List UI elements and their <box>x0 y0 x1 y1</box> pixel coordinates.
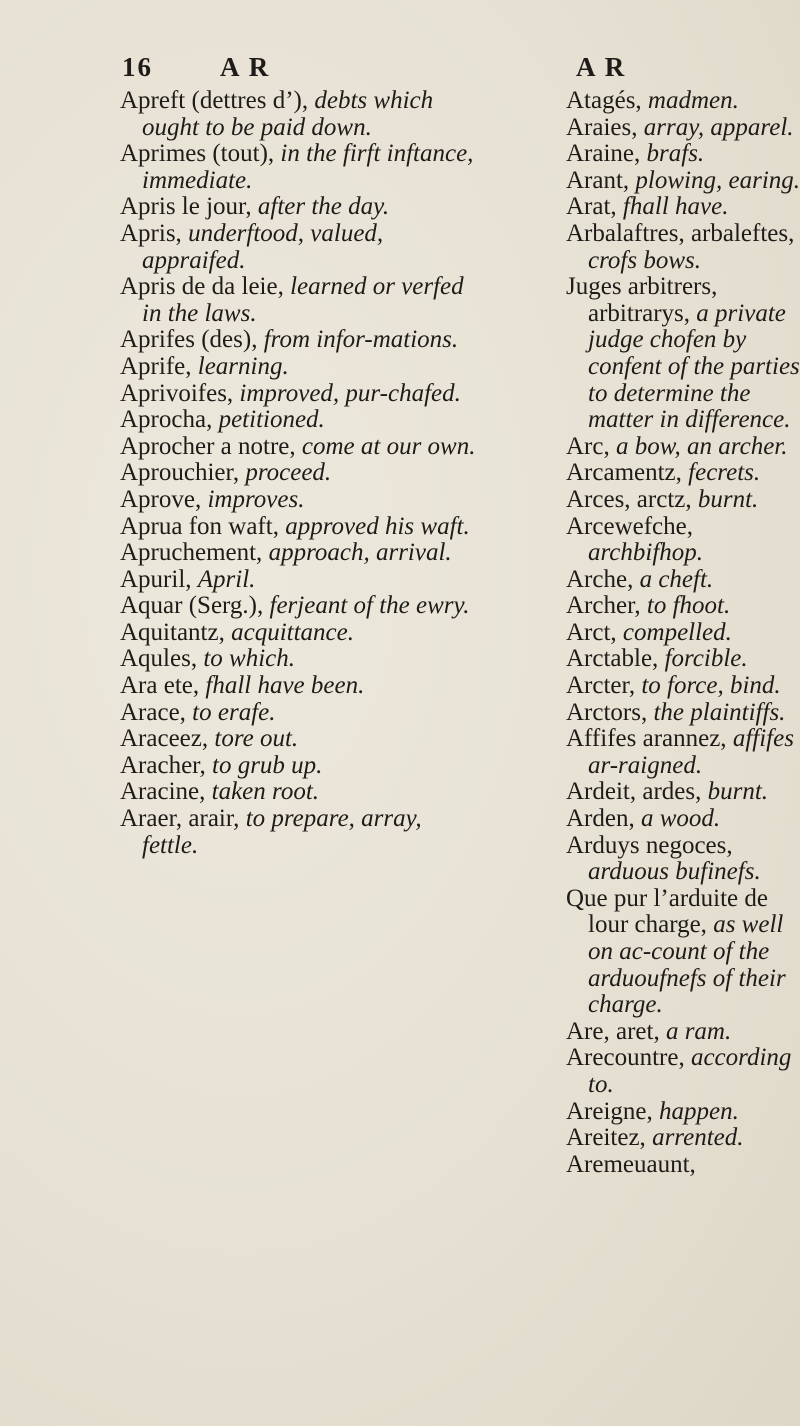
entry-headword: Que pur l’arduite de lour charge, <box>566 884 769 939</box>
entry-definition: the plaintiffs. <box>653 698 786 726</box>
dictionary-entry <box>120 407 480 434</box>
entry-headword: Aprivoifes, <box>120 379 240 407</box>
entry-definition: to fhoot. <box>646 592 731 620</box>
entry-headword: Aprocher a notre, <box>120 432 302 460</box>
dictionary-entry <box>566 194 800 221</box>
dictionary-entry <box>120 194 480 221</box>
entry-headword: Arctors, <box>566 698 654 726</box>
dictionary-entry <box>566 221 800 274</box>
entry-headword: Ardeit, ardes, <box>566 778 708 806</box>
dictionary-entry <box>566 833 800 886</box>
running-head-left: A R <box>220 52 271 82</box>
entry-headword: Arctable, <box>566 645 665 673</box>
entry-definition: to grub up. <box>212 751 323 779</box>
entry-definition: archbifhop. <box>588 539 704 567</box>
entry-definition: burnt. <box>707 778 769 806</box>
dictionary-entry <box>566 487 800 514</box>
dictionary-entry <box>120 141 480 194</box>
entry-headword: Aquar (Serg.), <box>120 592 270 620</box>
dictionary-entry <box>120 221 480 274</box>
entry-headword: Aprocha, <box>120 406 219 434</box>
entry-definition: to prepare, array, fettle. <box>142 805 422 859</box>
dictionary-entry <box>120 460 480 487</box>
dictionary-entry <box>120 327 480 354</box>
entry-definition: as well on ac-count of the arduoufnefs of their charge. <box>588 911 786 1019</box>
entry-headword: Apreft (dettres d’), <box>120 87 315 114</box>
entry-definition: forcible. <box>664 645 748 673</box>
entry-definition: approach, arrival. <box>268 539 452 567</box>
entry-definition: learned or verfed in the laws. <box>142 273 464 327</box>
entry-definition: proceed. <box>245 459 332 487</box>
dictionary-entry <box>566 593 800 620</box>
dictionary-entry <box>566 1045 800 1098</box>
entry-headword: Apris, <box>120 219 189 247</box>
right-column <box>566 88 800 1178</box>
entry-definition: ferjeant of the ewry. <box>269 592 470 620</box>
dictionary-entry <box>566 115 800 142</box>
dictionary-entry <box>566 514 800 567</box>
entry-headword: Araine, <box>566 140 647 168</box>
entry-headword: Araceez, <box>120 725 215 753</box>
entry-headword: Affifes arannez, <box>566 725 733 753</box>
dictionary-entry <box>120 646 480 673</box>
dictionary-entry <box>566 779 800 806</box>
entry-definition: tore out. <box>214 725 299 753</box>
entry-headword: Apuril, <box>120 565 198 593</box>
dictionary-entry <box>120 381 480 408</box>
entry-definition: from infor-mations. <box>263 326 459 354</box>
dictionary-entry <box>120 726 480 753</box>
dictionary-entry <box>566 88 800 115</box>
entry-definition: according to. <box>588 1044 792 1098</box>
entry-definition: arduous bufinefs. <box>588 858 761 886</box>
entry-definition: to which. <box>203 645 295 673</box>
entry-headword: Juges arbitrers, arbitrarys, <box>566 273 718 327</box>
entry-definition: a bow, an archer. <box>615 432 788 460</box>
dictionary-entry <box>120 487 480 514</box>
dictionary-entry <box>120 620 480 647</box>
entry-headword: Arduys negoces, <box>566 831 733 859</box>
dictionary-entry <box>566 726 800 779</box>
entry-definition: petitioned. <box>218 406 325 434</box>
dictionary-entry <box>566 1125 800 1152</box>
dictionary-entry <box>120 434 480 461</box>
entry-definition: plowing, earing. <box>635 166 800 194</box>
dictionary-entry <box>566 1019 800 1046</box>
entry-headword: Aqules, <box>120 645 204 673</box>
dictionary-entry <box>566 274 800 434</box>
entry-headword: Arden, <box>566 805 641 833</box>
entry-headword: Aremeuaunt, <box>566 1150 696 1178</box>
entry-headword: Arcewefche, <box>566 512 693 540</box>
dictionary-entry <box>120 673 480 700</box>
entry-headword: Araer, arair, <box>120 805 246 833</box>
entry-headword: Apruchement, <box>120 539 269 567</box>
entry-definition: crofs bows. <box>588 246 701 274</box>
entry-headword: Aracine, <box>120 778 212 806</box>
entry-headword: Aprove, <box>120 485 208 513</box>
entry-headword: Arant, <box>566 166 636 194</box>
dictionary-entry <box>566 700 800 727</box>
entry-definition: in the firft inftance, immediate. <box>142 140 474 194</box>
entry-definition: to erafe. <box>192 698 276 726</box>
entry-headword: Arche, <box>566 565 640 593</box>
entry-headword: Arbalaftres, arbaleftes, <box>566 219 795 247</box>
running-head-right: A R <box>576 52 627 82</box>
entry-definition: to force, bind. <box>641 672 781 700</box>
entry-headword: Aracher, <box>120 751 212 779</box>
entry-definition: fhall have been. <box>205 672 365 700</box>
entry-definition: April. <box>197 565 256 593</box>
entry-headword: Aprife, <box>120 352 198 380</box>
dictionary-entry <box>566 567 800 594</box>
entry-headword: Arat, <box>566 193 623 221</box>
entry-definition: happen. <box>659 1097 739 1125</box>
entry-definition: taken root. <box>211 778 320 806</box>
entry-definition: fhall have. <box>622 193 729 221</box>
entry-headword: Aquitantz, <box>120 618 232 646</box>
dictionary-entry <box>566 1099 800 1126</box>
entry-headword: Arct, <box>566 618 623 646</box>
entry-headword: Atagés, <box>566 87 648 114</box>
entry-definition: acquittance. <box>231 618 354 646</box>
dictionary-entry <box>120 700 480 727</box>
dictionary-entry <box>120 514 480 541</box>
entry-headword: Archer, <box>566 592 647 620</box>
entry-headword: Aprua fon waft, <box>120 512 286 540</box>
entry-definition: array, apparel. <box>643 113 794 141</box>
dictionary-entry <box>120 753 480 780</box>
entry-headword: Araies, <box>566 113 644 141</box>
entry-headword: Arces, arctz, <box>566 485 698 513</box>
dictionary-entry <box>120 540 480 567</box>
entry-headword: Arecountre, <box>566 1044 691 1072</box>
entry-definition: improved, pur-chafed. <box>239 379 461 407</box>
entry-definition: compelled. <box>622 618 732 646</box>
entry-definition: burnt. <box>697 485 759 513</box>
entry-headword: Ara ete, <box>120 672 206 700</box>
page-number: 16 <box>122 52 153 82</box>
entry-headword: Areigne, <box>566 1097 660 1125</box>
dictionary-entry <box>120 354 480 381</box>
entry-definition: madmen. <box>647 87 739 114</box>
entry-definition: fecrets. <box>688 459 761 487</box>
dictionary-entry <box>566 806 800 833</box>
dictionary-entry <box>566 620 800 647</box>
entry-headword: Arcamentz, <box>566 459 689 487</box>
dictionary-entry <box>566 886 800 1019</box>
entry-headword: Apris le jour, <box>120 193 258 221</box>
entry-definition: learning. <box>197 352 289 380</box>
entry-definition: after the day. <box>257 193 390 221</box>
entry-headword: Apris de da leie, <box>120 273 291 301</box>
dictionary-entry <box>566 460 800 487</box>
entry-definition: brafs. <box>646 140 705 168</box>
dictionary-entry <box>120 779 480 806</box>
dictionary-entry <box>120 593 480 620</box>
entry-headword: Are, aret, <box>566 1017 666 1045</box>
entry-headword: Aprimes (tout), <box>120 140 281 168</box>
entry-headword: Arc, <box>566 432 616 460</box>
entry-definition: a cheft. <box>639 565 714 593</box>
entry-definition: underftood, valued, appraifed. <box>142 219 384 274</box>
entry-headword: Aprifes (des), <box>120 326 264 354</box>
dictionary-entry <box>566 673 800 700</box>
entry-definition: affifes ar-raigned. <box>588 725 794 779</box>
entry-definition: debts which ought to be paid down. <box>142 87 434 141</box>
dictionary-entry <box>120 274 480 327</box>
dictionary-entry <box>120 806 480 859</box>
entry-definition: come at our own. <box>301 432 476 460</box>
left-column <box>120 88 480 859</box>
entry-definition: a ram. <box>665 1017 732 1045</box>
entry-definition: improves. <box>207 485 305 513</box>
entry-headword: Aprouchier, <box>120 459 246 487</box>
entry-headword: Arace, <box>120 698 193 726</box>
dictionary-entry <box>566 646 800 673</box>
dictionary-entry <box>566 1152 800 1179</box>
entry-definition: a private judge chofen by confent of the parties to determine the matter in difference. <box>588 299 800 434</box>
entry-definition: arrented. <box>652 1124 744 1152</box>
entry-definition: approved his waft. <box>285 512 470 540</box>
entry-definition: a wood. <box>640 805 721 833</box>
dictionary-entry <box>120 88 480 141</box>
entry-headword: Areitez, <box>566 1124 653 1152</box>
dictionary-entry <box>566 141 800 168</box>
dictionary-entry <box>120 567 480 594</box>
dictionary-entry <box>566 168 800 195</box>
entry-headword: Arcter, <box>566 672 642 700</box>
dictionary-entry <box>566 434 800 461</box>
